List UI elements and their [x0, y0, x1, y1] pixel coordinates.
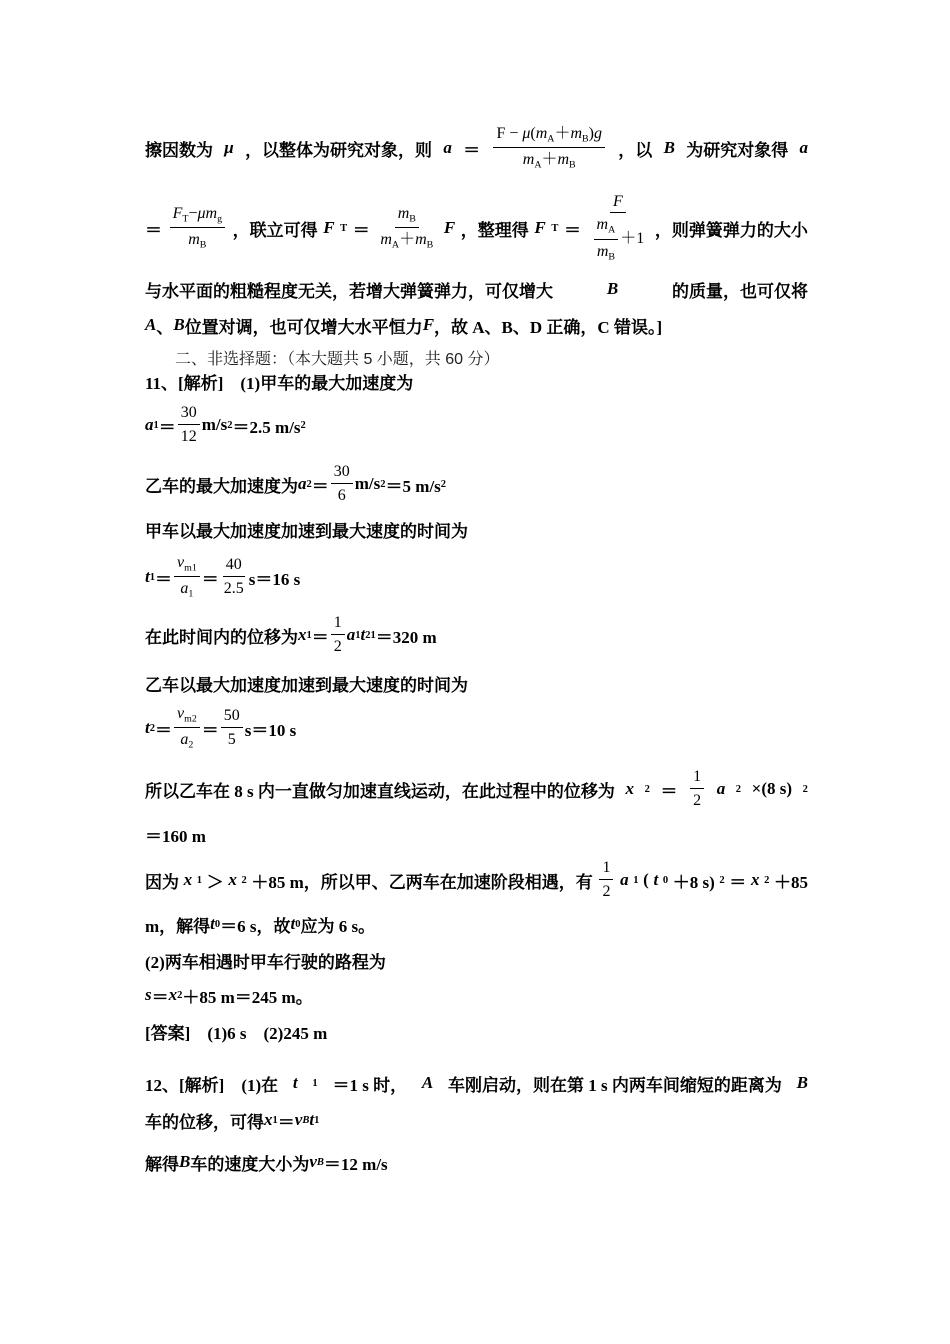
text-run: 30 [180, 404, 197, 422]
math-variable: t [290, 914, 296, 933]
math-subscript: A [391, 239, 400, 251]
math-subscript: 1 [312, 1077, 318, 1089]
math-variable: m [596, 216, 609, 234]
math-subscript: m1 [184, 562, 197, 574]
text-run: m/s [201, 415, 228, 434]
math-subscript: 1 [196, 874, 203, 886]
math-subscript: 0 [662, 874, 669, 886]
math-variable: t [360, 625, 366, 644]
text-run: ＝ [277, 1112, 295, 1132]
math-subscript: 0 [295, 918, 301, 930]
fraction-denominator [178, 425, 200, 446]
text-run: 2 [602, 883, 611, 900]
math-variable: μ [522, 124, 531, 142]
fraction-denominator [690, 789, 704, 810]
math-subscript: 1 [633, 874, 639, 886]
math-subscript: 1 [370, 629, 376, 641]
text-run: ＝160 m [145, 826, 206, 846]
math-variable: F [323, 218, 335, 237]
text-run: ，联立可得 [232, 220, 318, 240]
math-variable: F [443, 218, 456, 237]
fraction-numerator [493, 125, 605, 148]
text-run: 所以乙车在 8 s 内一直做匀加速直线运动，在此过程中的位移为 [145, 781, 615, 801]
text-run: ＝ [155, 720, 172, 740]
math-variable: F [613, 192, 623, 210]
math-variable: μm [197, 204, 218, 222]
math-subscript: 2 [177, 989, 183, 1001]
text-run: ＝6 s，故 [220, 916, 291, 936]
fraction-numerator [221, 707, 243, 728]
text-run: 位置对调，也可仅增大水平恒力 [184, 317, 423, 337]
text-run: ，则弹簧弹力的大小 [654, 220, 808, 240]
text-run: ＝5 m/s [385, 476, 441, 496]
math-variable: t [653, 870, 659, 889]
math-superscript: 2 [719, 874, 725, 886]
math-variable: F [422, 315, 435, 334]
math-fraction [589, 193, 648, 263]
text-line [145, 759, 808, 819]
math-variable: x [298, 625, 307, 644]
math-fraction [690, 768, 704, 809]
text-run: 因为 [145, 872, 179, 892]
math-fraction [493, 125, 605, 172]
text-run: 二、非选择题：（本大题共 5 小题，共 60 分） [175, 350, 500, 368]
text-run: 、 [156, 317, 174, 337]
math-subscript: 2 [306, 478, 312, 490]
math-superscript: 2 [300, 419, 306, 431]
text-run: ＋ [541, 151, 558, 168]
fraction-numerator [174, 705, 200, 728]
text-run: ＋85 m，所以甲、乙两车在加速阶段相遇，有 [251, 872, 593, 892]
math-fraction [377, 205, 436, 252]
math-superscript: 2 [365, 629, 371, 641]
text-run: ＝ [660, 781, 678, 801]
math-variable: m [570, 124, 583, 142]
math-variable: B [173, 315, 185, 334]
text-run: ，以 [618, 140, 653, 160]
text-run: ＝ [311, 476, 329, 496]
math-variable: s [145, 985, 152, 1004]
text-run: 40 [225, 556, 242, 574]
math-variable: F [172, 204, 183, 222]
math-fraction [178, 404, 200, 445]
text-run: ，整理得 [460, 220, 529, 240]
text-run: 2 [693, 792, 702, 809]
math-variable: B [179, 1152, 191, 1171]
math-variable: v [177, 704, 185, 722]
text-run: ＝ [158, 417, 176, 437]
math-subscript: 1 [153, 419, 159, 431]
text-run: 擦因数为 [145, 140, 213, 160]
text-run: [答案] (1)6 s (2)245 m [145, 1023, 328, 1043]
math-superscript: 2 [440, 478, 447, 490]
math-variable: t [210, 914, 215, 933]
text-run: 12、[解析] (1)在 [145, 1075, 279, 1095]
math-subscript: 1 [188, 588, 194, 600]
text-run: m/s [354, 474, 381, 493]
math-variable: a [443, 138, 452, 157]
math-variable: m [596, 242, 609, 260]
text-run: ，以整体为研究对象，则 [245, 140, 433, 160]
text-run: ＝ [151, 987, 169, 1007]
math-subscript: B [426, 239, 434, 251]
math-variable: t [309, 1110, 315, 1129]
text-run: ＝ [563, 220, 581, 240]
math-variable: m [380, 231, 392, 248]
math-variable: B [606, 279, 619, 298]
math-variable: F [534, 218, 546, 237]
math-variable: a [180, 731, 189, 748]
text-run: ＋ [554, 124, 571, 142]
fraction-numerator [170, 205, 225, 228]
math-subscript: 2 [735, 783, 742, 795]
math-subscript: 0 [214, 918, 221, 930]
text-line [145, 1001, 327, 1061]
text-run: ＝ [201, 720, 219, 740]
text-run: 车刚启动，则在第 1 s 内两车间缩短的距离为 [447, 1075, 782, 1095]
math-subscript: 1 [314, 1114, 320, 1126]
text-run: ) [588, 124, 594, 142]
text-line [145, 698, 296, 758]
math-variable: v [309, 1152, 317, 1171]
fraction-numerator [223, 556, 245, 577]
math-variable: x [228, 870, 237, 889]
math-subscript: B [316, 1156, 324, 1168]
math-subscript: 1 [149, 571, 155, 583]
text-run: 1 [333, 614, 342, 632]
math-variable: a [145, 415, 154, 434]
math-variable: t [145, 718, 150, 737]
math-subscript: 2 [644, 783, 650, 795]
fraction-numerator [331, 614, 345, 635]
math-variable: m [535, 124, 548, 142]
fraction-numerator [178, 404, 200, 425]
math-subscript: B [569, 159, 576, 171]
math-variable: v [177, 553, 185, 571]
text-run: 车的速度大小为 [190, 1154, 310, 1174]
math-fraction [170, 205, 225, 252]
math-fraction [594, 216, 619, 263]
math-subscript: m2 [184, 713, 197, 725]
math-subscript: T [182, 213, 189, 225]
math-subscript: T [551, 222, 559, 234]
math-subscript: B [199, 239, 207, 251]
math-variable: a [716, 779, 726, 798]
text-run: (2)两车相遇时甲车行驶的路程为 [145, 952, 386, 972]
text-line [145, 118, 808, 178]
math-fraction [599, 859, 613, 900]
text-run: m，解得 [145, 916, 211, 936]
math-variable: μ [224, 138, 234, 157]
text-run: 甲车以最大加速度加速到最大速度的时间为 [145, 521, 468, 541]
text-run: ＝ [352, 220, 370, 240]
text-run: 6 [337, 487, 346, 504]
fraction-denominator [520, 148, 579, 171]
text-run: 5 [227, 731, 236, 748]
text-run: 乙车以最大加速度加速到最大速度的时间为 [145, 675, 468, 695]
text-run: 11、[解析] (1)甲车的最大加速度为 [145, 373, 414, 393]
math-variable: B [796, 1073, 808, 1092]
math-variable: x [264, 1110, 273, 1129]
math-variable: a [180, 580, 189, 597]
text-run: 应为 6 s。 [300, 916, 376, 936]
math-variable: m [188, 231, 200, 248]
text-run: 1 [602, 859, 611, 877]
math-variable: a [298, 474, 307, 493]
math-subscript: B [409, 213, 416, 225]
text-run: 解得 [145, 1154, 179, 1174]
fraction-numerator [174, 554, 200, 577]
text-line [145, 395, 306, 455]
text-run: s＝10 s [244, 720, 297, 740]
text-run: 2.5 [223, 580, 244, 597]
text-run: ＋8 s) [672, 872, 715, 892]
text-run: ＝ [145, 220, 162, 240]
math-variable: a [799, 138, 808, 157]
text-run: ＝ [201, 569, 219, 589]
fraction-numerator [395, 205, 419, 228]
text-run: 的质量，也可仅将 [672, 281, 808, 301]
text-run: F − [496, 124, 523, 142]
math-subscript: A [608, 224, 616, 236]
math-variable: m [522, 151, 535, 168]
fraction-denominator [599, 880, 613, 901]
math-variable: x [168, 985, 178, 1004]
text-run: ＞ [206, 872, 224, 892]
math-subscript: T [340, 222, 348, 234]
text-run: ＋85 [773, 872, 808, 892]
text-run: ＝ [311, 627, 329, 647]
fraction-denominator [589, 213, 648, 263]
text-run: ( [530, 124, 536, 142]
fraction-numerator [599, 859, 613, 880]
text-run: ＋1 [620, 230, 645, 248]
fraction-numerator [690, 768, 704, 789]
math-variable: B [663, 138, 675, 157]
text-line [145, 192, 808, 263]
text-line [145, 547, 300, 607]
math-superscript: 2 [227, 419, 233, 431]
math-subscript: A [534, 159, 542, 171]
text-run: s＝16 s [248, 569, 301, 589]
math-variable: m [397, 204, 410, 222]
math-variable: x [183, 870, 193, 889]
text-run: ，故 A、B、D 正确，C 错误。] [434, 317, 663, 337]
math-variable: m [557, 151, 570, 168]
text-run: 乙车的最大加速度为 [145, 476, 298, 496]
text-run: 12 [180, 428, 197, 445]
math-subscript: 1 [272, 1114, 278, 1126]
text-run: 1 [693, 768, 702, 786]
text-run: ＝12 m/s [323, 1154, 388, 1174]
math-fraction [331, 614, 345, 655]
math-subscript: g [217, 213, 223, 225]
math-variable: g [593, 124, 602, 142]
text-run: 在此时间内的位移为 [145, 627, 298, 647]
text-run: ＝ [729, 872, 747, 892]
math-variable: x [750, 870, 760, 889]
text-run: 车的位移，可得 [145, 1112, 264, 1132]
fraction-denominator [377, 228, 436, 251]
text-run: ＋ [399, 231, 416, 248]
fraction-numerator [331, 463, 353, 484]
text-run: ＝ [155, 569, 172, 589]
math-subscript: B [582, 133, 589, 145]
fraction-denominator [177, 728, 196, 751]
math-superscript: 2 [380, 478, 386, 490]
text-run: 为研究对象得 [686, 140, 789, 160]
math-subscript: B [302, 1114, 310, 1126]
text-run: ＝2.5 m/s [232, 417, 301, 437]
math-superscript: 2 [802, 783, 808, 795]
text-run: 与水平面的粗糙程度无关，若增大弹簧弹力，可仅增大 [145, 281, 553, 301]
text-run: 50 [223, 707, 240, 725]
fraction-denominator [221, 577, 247, 598]
fraction-numerator [610, 193, 626, 214]
math-subscript: 2 [188, 739, 194, 751]
math-subscript: 1 [355, 629, 361, 641]
math-fraction [174, 705, 200, 752]
fraction-denominator [225, 728, 239, 749]
text-run: − [188, 204, 198, 222]
text-run: 2 [333, 638, 342, 655]
math-subscript: 2 [764, 874, 770, 886]
math-subscript: B [608, 251, 615, 263]
math-subscript: A [547, 133, 555, 145]
fraction-denominator [185, 228, 209, 251]
math-subscript: 2 [149, 722, 155, 734]
text-run: 30 [333, 463, 350, 481]
math-subscript: 1 [306, 629, 312, 641]
math-fraction [174, 554, 200, 601]
math-variable: v [294, 1110, 303, 1129]
math-subscript: 2 [241, 874, 247, 886]
math-fraction [221, 707, 243, 748]
math-variable: m [415, 231, 427, 248]
math-fraction [221, 556, 247, 597]
math-variable: t [292, 1073, 298, 1092]
fraction-denominator [177, 577, 196, 600]
text-run: ＝ [463, 140, 481, 160]
fraction-numerator [594, 216, 619, 239]
text-run: ＝1 s 时， [332, 1075, 408, 1095]
math-variable: A [421, 1073, 434, 1092]
text-run: ( [643, 870, 649, 889]
text-run: ×(8 s) [751, 779, 793, 798]
math-variable: A [145, 315, 157, 334]
math-variable: a [346, 625, 356, 644]
text-line [145, 1132, 388, 1192]
text-run: ＝320 m [375, 627, 437, 647]
math-variable: t [145, 567, 150, 586]
text-run: ＋85 m＝245 m。 [182, 987, 313, 1007]
math-variable: a [620, 870, 629, 889]
math-variable: x [625, 779, 634, 798]
